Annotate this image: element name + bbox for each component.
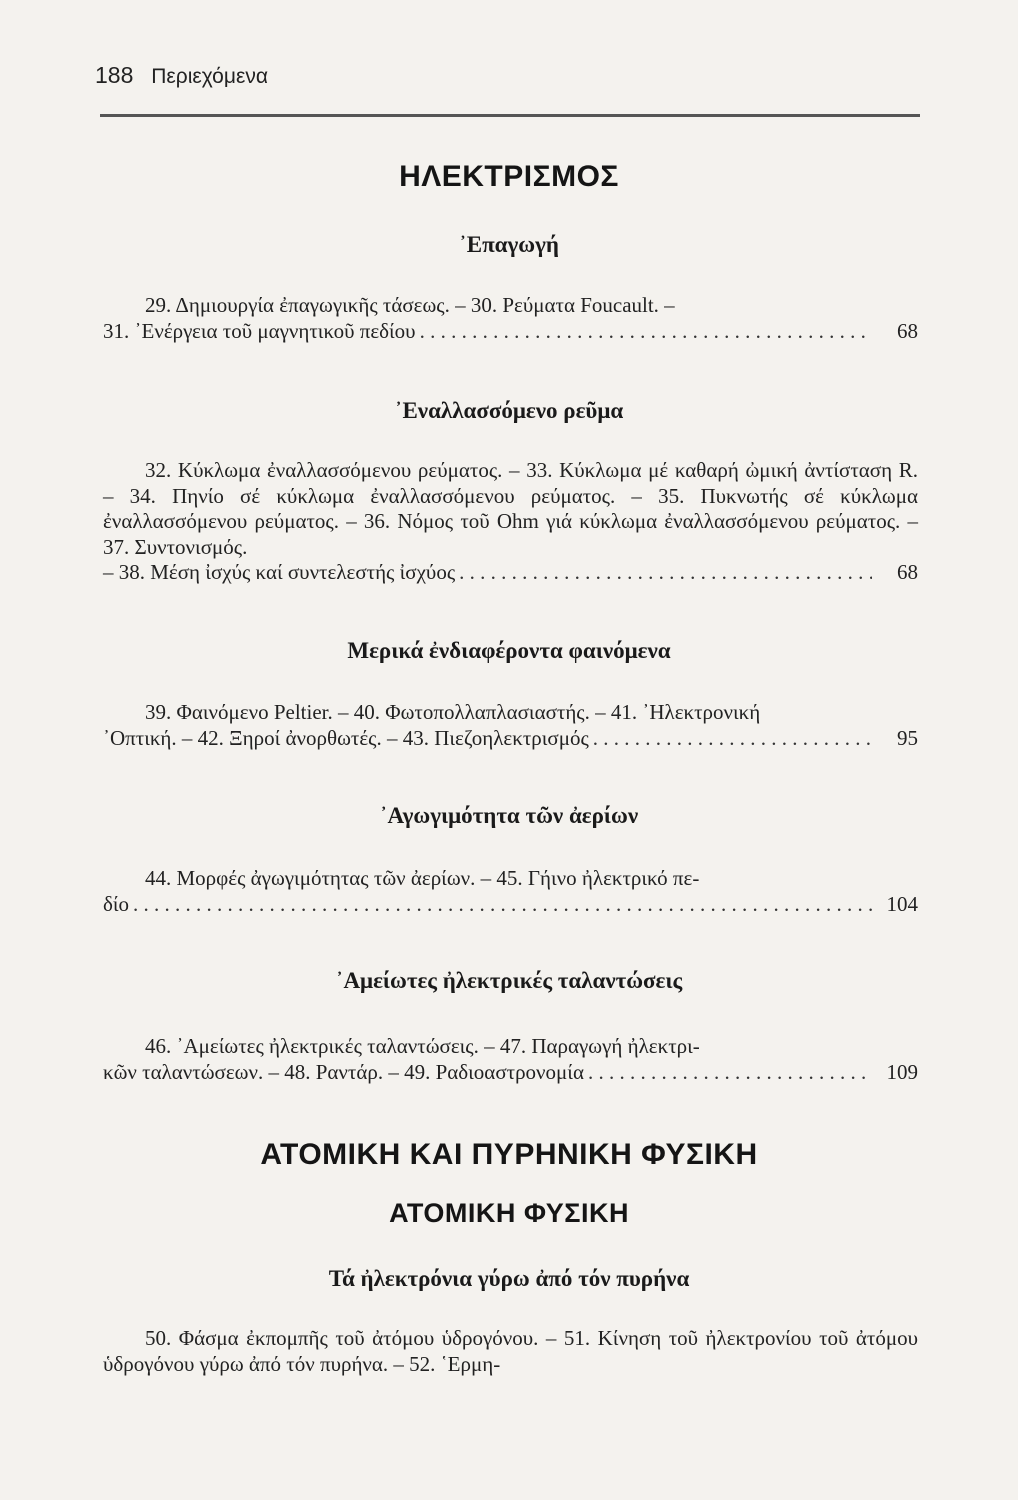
entry-page-number: 95 <box>897 725 918 750</box>
entry-text: 29. Δημιουργία ἐπαγωγικῆς τάσεως. – 30. Ρεύματα Foucault. – <box>145 293 675 317</box>
section-title-gas-conductivity: ᾽Αγωγιμότητα τῶν ἀερίων <box>379 803 639 828</box>
section-title-electrons-around-nucleus: Τά ἠλεκτρόνια γύρω ἀπό τόν πυρήνα <box>328 1266 690 1291</box>
page-number: 188 <box>95 62 134 88</box>
toc-entry-interesting-phenomena <box>103 700 918 751</box>
dot-leader <box>593 726 872 752</box>
entry-page-number: 104 <box>886 891 918 916</box>
toc-entry-induction <box>103 293 918 344</box>
dot-leader <box>459 560 872 586</box>
entry-final-line <box>103 560 918 586</box>
entry-final-line <box>103 1060 918 1086</box>
section-title-alternating-current: ᾽Εναλλασσόμενο ρεῦμα <box>394 398 624 423</box>
entry-text-end: δίο <box>103 891 130 916</box>
section-title-interesting-phenomena: Μερικά ἐνδιαφέροντα φαινόμενα <box>347 638 671 663</box>
entry-final-line <box>103 892 918 918</box>
entry-final-line <box>103 319 918 345</box>
dot-leader <box>420 319 872 345</box>
entry-final-line <box>103 726 918 752</box>
dot-leader <box>588 1060 872 1086</box>
entry-text: 39. Φαινόμενο Peltier. – 40. Φωτοπολλαπλασιαστής. – 41. ᾽Ηλεκτρονική <box>145 700 761 724</box>
entry-text: 44. Μορφές ἀγωγιμότητας τῶν ἀερίων. – 45. Γήινο ἠλεκτρικό πε- <box>145 866 700 890</box>
toc-entry-gas-conductivity <box>103 866 918 917</box>
toc-entry-alternating-current <box>103 458 918 586</box>
section-title-induction: ᾽Επαγωγή <box>459 232 559 257</box>
entry-page-number: 68 <box>897 318 918 343</box>
entry-text-end: κῶν ταλαντώσεων. – 48. Ραντάρ. – 49. Ραδιοαστρονομία <box>103 1059 584 1084</box>
entry-page-number: 109 <box>886 1059 918 1084</box>
toc-entry-undamped-oscillations <box>103 1034 918 1085</box>
section-title-undamped-oscillations: ᾽Αμείωτες ἠλεκτρικές ταλαντώσεις <box>335 968 683 993</box>
entry-text-end: – 38. Μέση ἰσχύς καί συντελεστής ἰσχύος <box>103 560 456 584</box>
part-heading-atomic: ΑΤΟΜΙΚΗ ΦΥΣΙΚΗ <box>389 1198 629 1228</box>
entry-text: 46. ᾽Αμείωτες ἠλεκτρικές ταλαντώσεις. – 47. Παραγωγή ἠλεκτρι- <box>145 1034 700 1058</box>
header-rule <box>100 114 920 117</box>
entry-text-end: 31. ᾽Ενέργεια τοῦ μαγνητικοῦ πεδίου <box>103 318 416 343</box>
entry-page-number: 68 <box>897 560 918 584</box>
header-title: Περιεχόμενα <box>151 65 268 88</box>
entry-text-end: ᾽Οπτική. – 42. Ξηροί ἀνορθωτές. – 43. Πιεζοηλεκτρισμός <box>103 725 589 750</box>
part-heading-electricity: ΗΛΕΚΤΡΙΣΜΟΣ <box>399 160 619 193</box>
running-header <box>95 62 268 89</box>
entry-text: 32. Κύκλωμα ἐναλλασσόμενου ρεύματος. – 33. Κύκλωμα μέ καθαρή ὠμική ἀντίσταση R. – 34. Πηνίο σέ κύκλωμα ἐναλλασσόμενου ρεύματος. – 35. Πυκνωτής σέ κύκλωμα ἐναλλασσόμενου ρεύματος. – 36. Νόμος τοῦ Ohm γιά κύκλωμα ἐναλλασσόμενου ρεύματος. – 37. Συντονισμός. <box>103 458 918 559</box>
entry-text: 50. Φάσμα ἐκπομπῆς τοῦ ἀτόμου ὑδρογόνου. – 51. Κίνηση τοῦ ἠλεκτρονίου τοῦ ἀτόμου ὑδρογόνου γύρω ἀπό τόν πυρήνα. – 52. ῾Ερμη- <box>103 1326 918 1376</box>
part-heading-atomic-nuclear: ΑΤΟΜΙΚΗ ΚΑΙ ΠΥΡΗΝΙΚΗ ΦΥΣΙΚΗ <box>260 1138 758 1171</box>
toc-entry-electrons-around-nucleus <box>103 1326 918 1377</box>
dot-leader <box>133 892 872 918</box>
